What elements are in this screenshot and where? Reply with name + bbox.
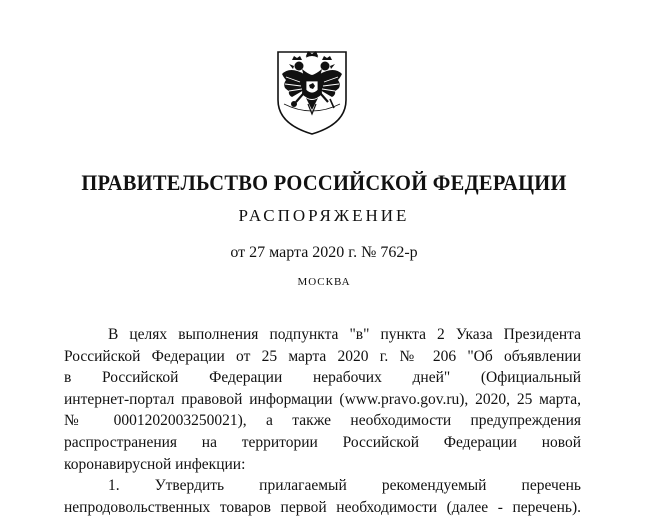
government-title: ПРАВИТЕЛЬСТВО РОССИЙСКОЙ ФЕДЕРАЦИИ bbox=[81, 170, 567, 195]
document-body bbox=[64, 324, 581, 518]
body-line: 1. Утвердить прилагаемый рекомендуемый перечень bbox=[108, 477, 581, 495]
date-and-number: от 27 марта 2020 г. № 762-р bbox=[230, 244, 418, 261]
body-line: интернет-портал правовой информации (www.pravo.gov.ru), 2020, 25 марта, bbox=[64, 390, 581, 408]
city: МОСКВА bbox=[297, 276, 351, 288]
body-line: в Российской Федерации нерабочих дней" (Официальный bbox=[64, 369, 581, 387]
body-line: № 0001202003250021), а также необходимости предупреждения bbox=[64, 412, 581, 430]
coat-of-arms-icon bbox=[272, 44, 352, 136]
body-line: коронавирусной инфекции: bbox=[64, 455, 246, 473]
document-type: РАСПОРЯЖЕНИЕ bbox=[238, 206, 410, 225]
body-line: Российской Федерации от 25 марта 2020 г. № 206 "Об объявлении bbox=[64, 347, 581, 365]
body-line: непродовольственных товаров первой необходимости (далее - перечень). bbox=[64, 498, 581, 516]
body-line: распространения на территории Российской Федерации новой bbox=[64, 433, 581, 451]
body-line: В целях выполнения подпункта "в" пункта 2 Указа Президента bbox=[108, 326, 581, 343]
